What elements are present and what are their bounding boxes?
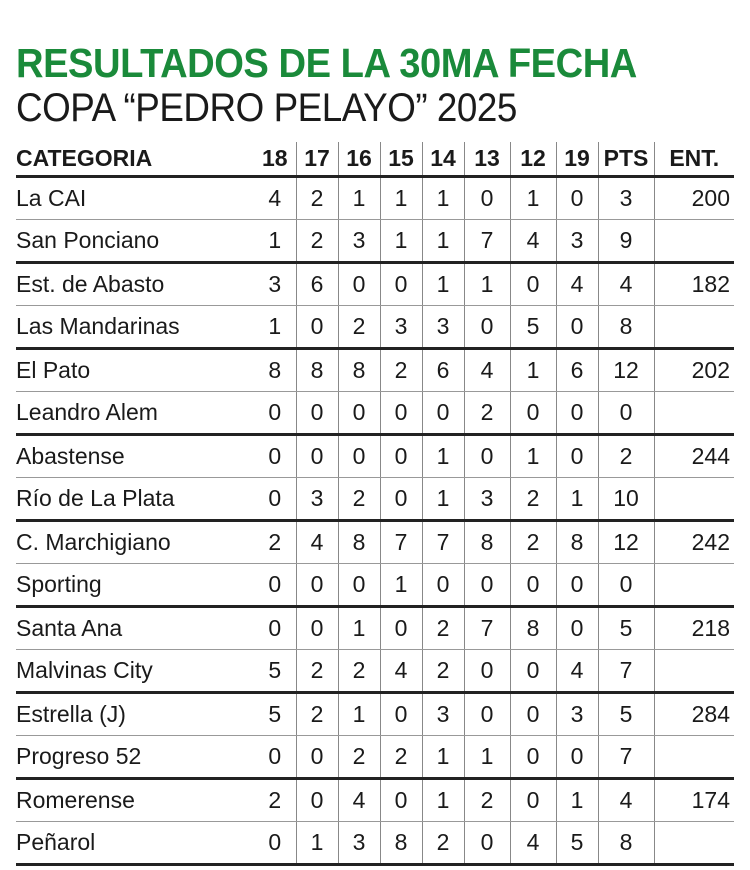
- score-cell: 4: [464, 349, 510, 392]
- score-cell: 5: [510, 306, 556, 349]
- score-cell: 1: [338, 607, 380, 650]
- score-cell: 8: [338, 521, 380, 564]
- score-cell: 0: [296, 607, 338, 650]
- score-cell: 1: [510, 349, 556, 392]
- table-row: [16, 478, 734, 521]
- score-cell: 0: [380, 478, 422, 521]
- team-name: La CAI: [16, 177, 254, 220]
- score-cell: 7: [422, 521, 464, 564]
- score-cell: 2: [254, 779, 296, 822]
- score-cell: 1: [556, 478, 598, 521]
- score-cell: 3: [338, 220, 380, 263]
- ent-cell: 174: [654, 779, 734, 822]
- score-cell: 0: [464, 822, 510, 865]
- score-cell: 8: [510, 607, 556, 650]
- header-col: 19: [556, 142, 598, 177]
- score-cell: 1: [254, 220, 296, 263]
- score-cell: 2: [254, 521, 296, 564]
- header-row: [16, 142, 734, 177]
- team-name: San Ponciano: [16, 220, 254, 263]
- score-cell: 8: [464, 521, 510, 564]
- score-cell: 2: [422, 650, 464, 693]
- score-cell: 0: [464, 435, 510, 478]
- score-cell: 7: [464, 607, 510, 650]
- team-name: Las Mandarinas: [16, 306, 254, 349]
- score-cell: 0: [296, 306, 338, 349]
- header-col: 14: [422, 142, 464, 177]
- score-cell: 3: [254, 263, 296, 306]
- score-cell: 2: [510, 521, 556, 564]
- table-row: [16, 564, 734, 607]
- table-row: [16, 177, 734, 220]
- ent-cell: 182: [654, 263, 734, 306]
- score-cell: 6: [296, 263, 338, 306]
- ent-cell: 284: [654, 693, 734, 736]
- score-cell: 8: [380, 822, 422, 865]
- header-col: 18: [254, 142, 296, 177]
- score-cell: 1: [338, 693, 380, 736]
- score-cell: 1: [254, 306, 296, 349]
- team-name: Sporting: [16, 564, 254, 607]
- score-cell: 0: [556, 435, 598, 478]
- score-cell: 1: [422, 478, 464, 521]
- ent-cell: 218: [654, 607, 734, 650]
- score-cell: 2: [338, 478, 380, 521]
- score-cell: 2: [296, 220, 338, 263]
- score-cell: 3: [422, 693, 464, 736]
- score-cell: 0: [510, 779, 556, 822]
- score-cell: 2: [380, 736, 422, 779]
- score-cell: 0: [296, 564, 338, 607]
- points-cell: 2: [598, 435, 654, 478]
- header-ent: ENT.: [654, 142, 734, 177]
- team-name: Est. de Abasto: [16, 263, 254, 306]
- ent-cell: 244: [654, 435, 734, 478]
- score-cell: 4: [380, 650, 422, 693]
- header-col: 17: [296, 142, 338, 177]
- score-cell: 0: [380, 263, 422, 306]
- score-cell: 0: [296, 392, 338, 435]
- header-categoria: CATEGORIA: [16, 142, 254, 177]
- points-cell: 7: [598, 736, 654, 779]
- score-cell: 1: [422, 779, 464, 822]
- score-cell: 0: [254, 822, 296, 865]
- title-headline: RESULTADOS DE LA 30MA FECHA: [16, 40, 637, 86]
- score-cell: 3: [338, 822, 380, 865]
- points-cell: 3: [598, 177, 654, 220]
- score-cell: 0: [464, 177, 510, 220]
- table-row: [16, 736, 734, 779]
- score-cell: 2: [464, 779, 510, 822]
- score-cell: 1: [556, 779, 598, 822]
- score-cell: 5: [254, 693, 296, 736]
- score-cell: 0: [556, 177, 598, 220]
- team-name: Progreso 52: [16, 736, 254, 779]
- team-name: Santa Ana: [16, 607, 254, 650]
- points-cell: 4: [598, 779, 654, 822]
- score-cell: 1: [422, 435, 464, 478]
- score-cell: 1: [380, 564, 422, 607]
- score-cell: 0: [556, 564, 598, 607]
- header-pts: PTS: [598, 142, 654, 177]
- points-cell: 12: [598, 521, 654, 564]
- table-row: [16, 435, 734, 478]
- score-cell: 5: [254, 650, 296, 693]
- score-cell: 2: [510, 478, 556, 521]
- score-cell: 4: [556, 263, 598, 306]
- score-cell: 3: [380, 306, 422, 349]
- score-cell: 1: [338, 177, 380, 220]
- score-cell: 3: [464, 478, 510, 521]
- score-cell: 7: [464, 220, 510, 263]
- score-cell: 1: [380, 220, 422, 263]
- score-cell: 0: [338, 263, 380, 306]
- score-cell: 0: [380, 693, 422, 736]
- header-col: 16: [338, 142, 380, 177]
- score-cell: 3: [422, 306, 464, 349]
- table-row: [16, 607, 734, 650]
- header-col: 12: [510, 142, 556, 177]
- results-document: [16, 40, 734, 866]
- score-cell: 0: [338, 435, 380, 478]
- score-cell: 4: [510, 822, 556, 865]
- team-name: C. Marchigiano: [16, 521, 254, 564]
- title-subheadline: COPA “PEDRO PELAYO” 2025: [16, 86, 517, 130]
- score-cell: 0: [380, 607, 422, 650]
- table-row: [16, 263, 734, 306]
- score-cell: 4: [556, 650, 598, 693]
- score-cell: 0: [464, 306, 510, 349]
- score-cell: 0: [422, 564, 464, 607]
- score-cell: 0: [296, 435, 338, 478]
- score-cell: 0: [510, 263, 556, 306]
- score-cell: 1: [510, 435, 556, 478]
- score-cell: 1: [380, 177, 422, 220]
- score-cell: 0: [338, 392, 380, 435]
- score-cell: 0: [380, 392, 422, 435]
- score-cell: 0: [556, 306, 598, 349]
- score-cell: 0: [296, 779, 338, 822]
- score-cell: 3: [296, 478, 338, 521]
- points-cell: 10: [598, 478, 654, 521]
- ent-cell: [654, 650, 734, 693]
- score-cell: 3: [556, 220, 598, 263]
- score-cell: 0: [464, 564, 510, 607]
- score-cell: 0: [296, 736, 338, 779]
- team-name: Malvinas City: [16, 650, 254, 693]
- points-cell: 0: [598, 564, 654, 607]
- score-cell: 0: [254, 607, 296, 650]
- table-row: [16, 650, 734, 693]
- ent-cell: 242: [654, 521, 734, 564]
- score-cell: 2: [422, 607, 464, 650]
- table-row: [16, 220, 734, 263]
- score-cell: 0: [338, 564, 380, 607]
- score-cell: 1: [422, 177, 464, 220]
- ent-cell: [654, 564, 734, 607]
- table-row: [16, 822, 734, 865]
- score-cell: 6: [556, 349, 598, 392]
- table-row: [16, 392, 734, 435]
- score-cell: 8: [296, 349, 338, 392]
- team-name: Peñarol: [16, 822, 254, 865]
- score-cell: 0: [510, 564, 556, 607]
- points-cell: 7: [598, 650, 654, 693]
- score-cell: 0: [510, 736, 556, 779]
- results-body: [16, 177, 734, 865]
- score-cell: 3: [556, 693, 598, 736]
- score-cell: 1: [464, 736, 510, 779]
- team-name: Río de La Plata: [16, 478, 254, 521]
- table-row: [16, 521, 734, 564]
- ent-cell: [654, 392, 734, 435]
- score-cell: 0: [464, 693, 510, 736]
- score-cell: 0: [254, 435, 296, 478]
- score-cell: 0: [556, 736, 598, 779]
- score-cell: 2: [380, 349, 422, 392]
- header-col: 15: [380, 142, 422, 177]
- table-row: [16, 349, 734, 392]
- score-cell: 0: [380, 435, 422, 478]
- score-cell: 0: [254, 564, 296, 607]
- score-cell: 0: [254, 736, 296, 779]
- score-cell: 2: [338, 650, 380, 693]
- score-cell: 1: [296, 822, 338, 865]
- score-cell: 2: [464, 392, 510, 435]
- score-cell: 1: [422, 220, 464, 263]
- score-cell: 8: [338, 349, 380, 392]
- score-cell: 7: [380, 521, 422, 564]
- ent-cell: 200: [654, 177, 734, 220]
- score-cell: 4: [338, 779, 380, 822]
- points-cell: 8: [598, 822, 654, 865]
- team-name: Leandro Alem: [16, 392, 254, 435]
- score-cell: 5: [556, 822, 598, 865]
- score-cell: 2: [338, 306, 380, 349]
- score-cell: 4: [510, 220, 556, 263]
- score-cell: 2: [296, 177, 338, 220]
- ent-cell: [654, 822, 734, 865]
- ent-cell: [654, 306, 734, 349]
- points-cell: 8: [598, 306, 654, 349]
- points-cell: 5: [598, 693, 654, 736]
- score-cell: 1: [464, 263, 510, 306]
- score-cell: 0: [510, 392, 556, 435]
- table-row: [16, 306, 734, 349]
- header-col: 13: [464, 142, 510, 177]
- score-cell: 2: [422, 822, 464, 865]
- team-name: Romerense: [16, 779, 254, 822]
- ent-cell: 202: [654, 349, 734, 392]
- score-cell: 2: [296, 650, 338, 693]
- team-name: El Pato: [16, 349, 254, 392]
- points-cell: 0: [598, 392, 654, 435]
- score-cell: 8: [556, 521, 598, 564]
- score-cell: 1: [510, 177, 556, 220]
- score-cell: 0: [556, 607, 598, 650]
- ent-cell: [654, 478, 734, 521]
- score-cell: 0: [510, 693, 556, 736]
- points-cell: 12: [598, 349, 654, 392]
- score-cell: 0: [510, 650, 556, 693]
- ent-cell: [654, 220, 734, 263]
- score-cell: 0: [254, 478, 296, 521]
- points-cell: 5: [598, 607, 654, 650]
- score-cell: 0: [254, 392, 296, 435]
- score-cell: 2: [338, 736, 380, 779]
- score-cell: 0: [464, 650, 510, 693]
- score-cell: 8: [254, 349, 296, 392]
- ent-cell: [654, 736, 734, 779]
- score-cell: 0: [556, 392, 598, 435]
- score-cell: 4: [254, 177, 296, 220]
- score-cell: 0: [422, 392, 464, 435]
- table-row: [16, 779, 734, 822]
- score-cell: 1: [422, 263, 464, 306]
- points-cell: 4: [598, 263, 654, 306]
- score-cell: 0: [380, 779, 422, 822]
- score-cell: 6: [422, 349, 464, 392]
- score-cell: 2: [296, 693, 338, 736]
- points-cell: 9: [598, 220, 654, 263]
- team-name: Abastense: [16, 435, 254, 478]
- results-table: [16, 142, 734, 866]
- table-row: [16, 693, 734, 736]
- score-cell: 4: [296, 521, 338, 564]
- score-cell: 1: [422, 736, 464, 779]
- team-name: Estrella (J): [16, 693, 254, 736]
